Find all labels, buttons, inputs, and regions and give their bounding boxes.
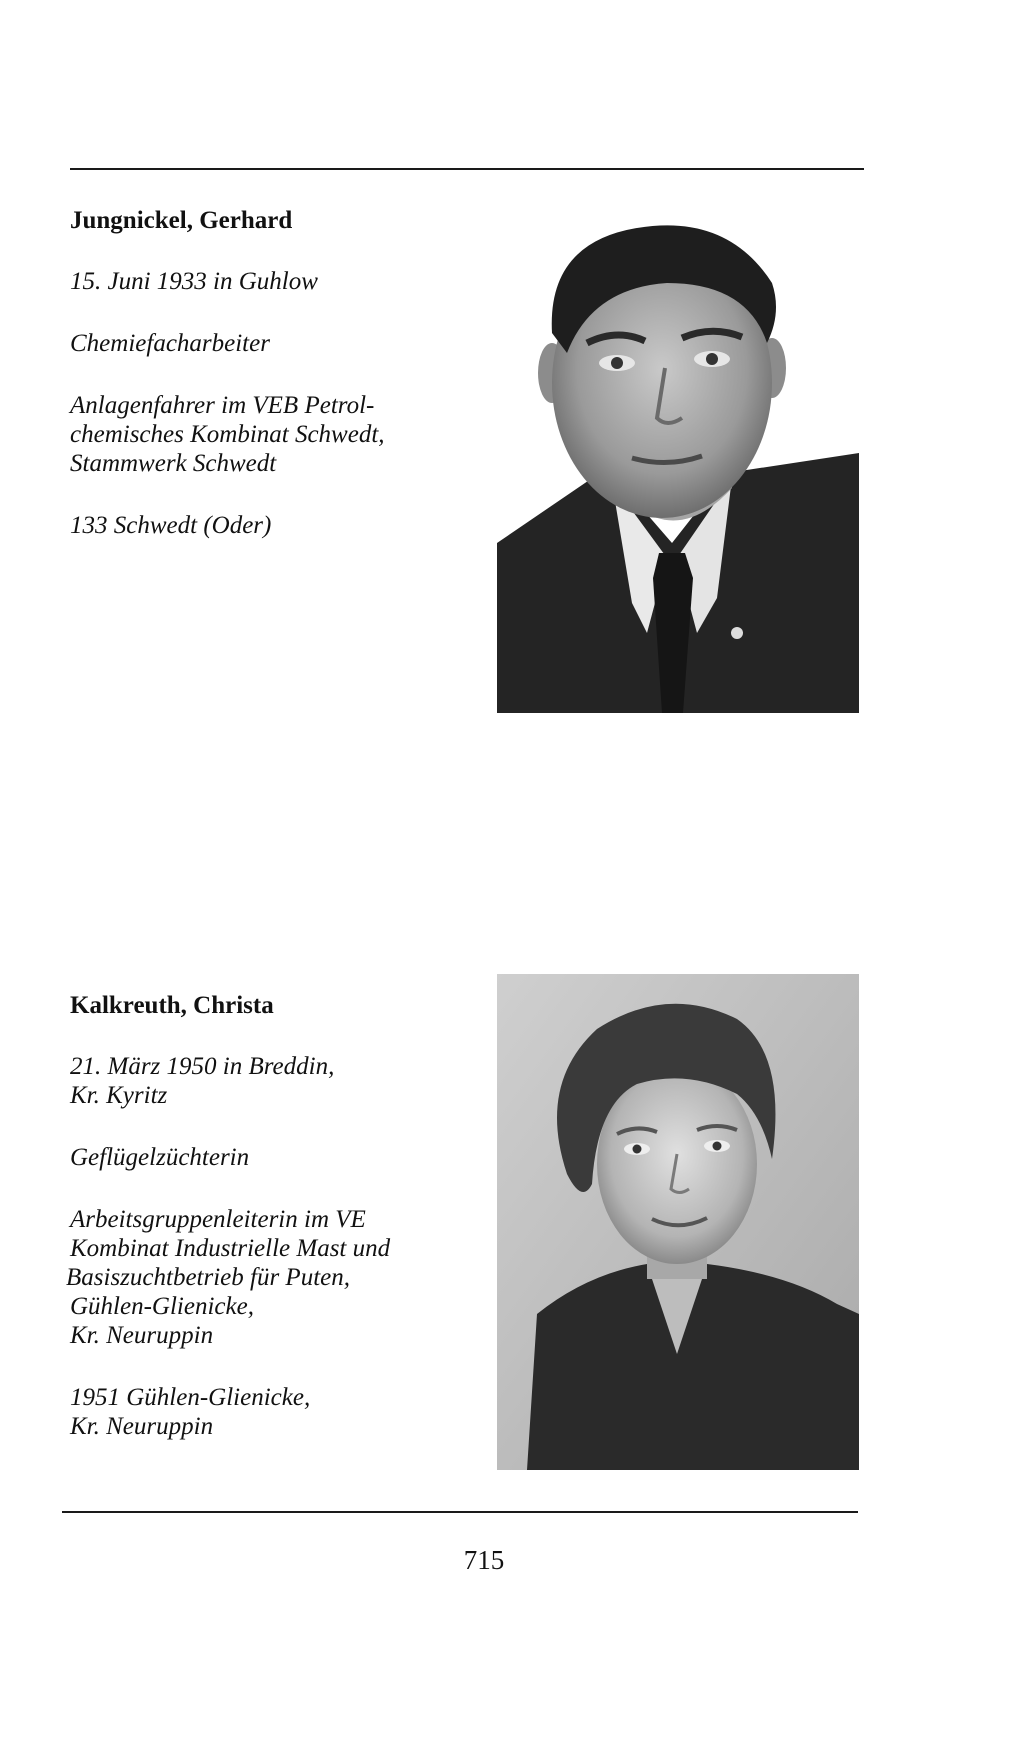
entry-birth bbox=[70, 267, 470, 296]
birth-line: 21. März 1950 in Breddin, bbox=[70, 1053, 335, 1080]
residence-line: 1951 Gühlen-Glienicke, bbox=[70, 1384, 311, 1411]
position-line: Kr. Neuruppin bbox=[70, 1322, 214, 1349]
position-line: Stammwerk Schwedt bbox=[70, 450, 277, 477]
profession-line: Chemiefacharbeiter bbox=[70, 330, 270, 357]
entry-name: Jungnickel, Gerhard bbox=[70, 207, 293, 234]
man-portrait-image bbox=[497, 213, 859, 713]
portrait-photo-kalkreuth bbox=[497, 974, 859, 1470]
entry-profession bbox=[70, 1143, 490, 1172]
position-line: Gühlen-Glienicke, bbox=[70, 1293, 254, 1320]
position-line: Kombinat Industrielle Mast und bbox=[70, 1235, 391, 1262]
top-rule bbox=[70, 168, 864, 170]
entry-birth bbox=[70, 1052, 490, 1110]
entry-jungnickel bbox=[70, 205, 470, 573]
residence-line: Kr. Neuruppin bbox=[70, 1413, 214, 1440]
entry-residence bbox=[70, 1383, 490, 1441]
position-line: chemisches Kombinat Schwedt, bbox=[70, 421, 385, 448]
entry-name: Kalkreuth, Christa bbox=[70, 992, 274, 1019]
entry-kalkreuth bbox=[66, 990, 490, 1474]
birth-line: 15. Juni 1933 in Guhlow bbox=[70, 268, 318, 295]
position-line: Arbeitsgruppenleiterin im VE bbox=[70, 1206, 366, 1233]
bottom-rule bbox=[62, 1511, 858, 1513]
position-line: Anlagenfahrer im VEB Petrol- bbox=[70, 392, 375, 419]
woman-portrait-image bbox=[497, 974, 859, 1470]
portrait-photo-jungnickel bbox=[497, 213, 859, 713]
position-line: Basiszuchtbetrieb für Puten, bbox=[66, 1264, 350, 1291]
birth-line: Kr. Kyritz bbox=[70, 1082, 168, 1109]
page-number: 715 bbox=[463, 1545, 505, 1575]
entry-profession bbox=[70, 329, 470, 358]
residence-line: 133 Schwedt (Oder) bbox=[70, 512, 272, 539]
entry-residence bbox=[70, 511, 470, 540]
profession-line: Geflügelzüchterin bbox=[70, 1144, 250, 1171]
entry-position bbox=[70, 391, 470, 478]
entry-position bbox=[66, 1205, 490, 1350]
